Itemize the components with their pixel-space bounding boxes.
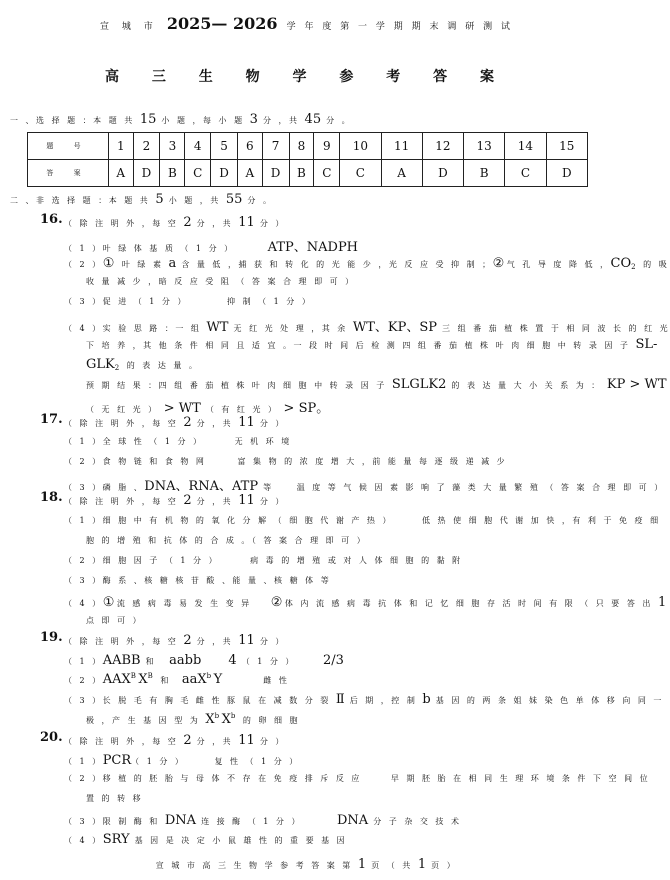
q18-part3: （ 3 ）酶 系 、核 糖 核 苷 酸 、能 量 、核 糖 体 等 — [64, 576, 332, 585]
co2-subscript: 2 — [631, 263, 639, 271]
q20-part3-answer: 分 子 杂 交 技 术 — [373, 817, 462, 826]
answer-cell: D — [211, 160, 238, 187]
section2-heading — [10, 192, 273, 207]
note-total: 11 — [238, 633, 255, 648]
answer-cell: D — [546, 160, 587, 187]
genotype: X — [138, 672, 148, 687]
footer-text: 宣 城 市 高 三 生 物 学 参 考 答 案 第 — [155, 861, 353, 870]
q19-part3-cont — [86, 712, 300, 727]
q19-number: 19. — [40, 630, 63, 645]
q17-part2-answer: 富 集 物 的 浓 度 增 大 ，前 能 量 每 逐 级 递 减 少 — [237, 457, 508, 466]
gene-name: SLGLK2 — [391, 377, 447, 392]
section1-text-e: 分 ，共 — [262, 116, 300, 125]
q16-part2-text: 叶 绿 素 — [121, 260, 164, 269]
q18-part4 — [64, 595, 666, 610]
q20-number: 20. — [40, 730, 63, 745]
q16-note — [64, 215, 286, 230]
q17-part1-text: （ 1 ）全 球 性 （ 1 分 ） — [64, 437, 204, 446]
answer-cell: A — [381, 160, 422, 187]
question-number-cell: 6 — [238, 133, 263, 160]
q20-part1-answer: 复 性 （ 1 分 ） — [214, 757, 300, 766]
q16-part4-text: 三 组 番 茄 植 株 置 于 相 同 波 长 的 红 光 — [442, 324, 670, 333]
answer-cell: B — [160, 160, 185, 187]
note-text: 分 ，共 — [196, 219, 234, 228]
q16-part4-text: 的 表 达 量 。 — [126, 361, 200, 370]
note-text: 分 ，共 — [196, 737, 234, 746]
q16-part4-text: 无 红 光 处 理 ，其 余 — [233, 324, 348, 333]
q20-note — [64, 733, 286, 748]
answer-cell: D — [133, 160, 160, 187]
note-points: 2 — [183, 215, 192, 230]
note-total: 11 — [238, 493, 255, 508]
q20-part2 — [64, 773, 650, 784]
q16-result-text: （ 无 红 光 ） — [86, 405, 159, 414]
page-title: 高 三 生 物 学 参 考 答 案 — [105, 69, 508, 85]
note-text: （ 除 注 明 外 ，每 空 — [64, 737, 179, 746]
q16-part3 — [64, 296, 312, 307]
q16-part2-text: 的 吸 — [643, 260, 670, 269]
question-number-cell: 5 — [211, 133, 238, 160]
q16-part3-text: （ 3 ）促 进 （ 1 分 ） — [64, 297, 188, 306]
part-label: （ 1 ） — [64, 657, 103, 666]
q16-result-text: 的 表 达 量 大 小 关 系 为 ： — [451, 381, 602, 390]
pcr-text: PCR — [102, 753, 132, 768]
section1-points-each: 3 — [249, 112, 258, 127]
question-number-cell: 12 — [422, 133, 463, 160]
question-number-cell: 7 — [262, 133, 289, 160]
header-rest: 学 年 度 第 一 学 期 期 末 调 研 测 试 — [286, 22, 513, 32]
q18-part4-cont: 点 即 可 ） — [86, 616, 144, 625]
dna-text: DNA — [164, 813, 197, 828]
roman-two: Ⅱ — [335, 692, 345, 707]
gene-subscript: 2 — [114, 364, 122, 372]
section1-text-g: 分 。 — [326, 116, 353, 125]
answer-cell: C — [314, 160, 340, 187]
note-text: 分 ） — [259, 737, 286, 746]
q16-result-rel: KP > WT — [606, 377, 667, 392]
section1-heading — [10, 112, 352, 127]
q16-groups: WT、KP、SP — [352, 320, 437, 335]
genotype: aabb — [169, 653, 202, 668]
q16-result-text: （ 有 红 光 ） — [205, 405, 279, 414]
q18-part2-text: （ 2 ）细 胞 因 子 （ 1 分 ） — [64, 556, 220, 565]
section1-total: 45 — [304, 112, 322, 127]
q18-part4-text: 体 内 流 感 病 毒 抗 体 和 记 忆 细 胞 存 活 时 间 有 限 （ 只 要 答 出 — [284, 599, 653, 608]
allele-sup: b — [206, 672, 214, 680]
answer-table-number-row — [28, 133, 588, 160]
exam-header — [0, 14, 613, 33]
circled-2: ② — [492, 256, 507, 271]
note-text: （ 除 注 明 外 ，每 空 — [64, 637, 179, 646]
note-text: 分 ） — [259, 497, 286, 506]
q19-ratio: 2/3 — [322, 653, 344, 668]
q18-part4-text: 流 感 病 毒 易 发 生 变 异 — [116, 599, 252, 608]
note-text: （ 除 注 明 外 ，每 空 — [64, 419, 179, 428]
genotype: aaX — [181, 672, 207, 687]
q18-note — [64, 493, 286, 508]
circled-1: ① — [102, 256, 117, 271]
note-total: 11 — [238, 733, 255, 748]
q17-note — [64, 415, 286, 430]
q19-part3-text: 极 ，产 生 基 因 型 为 — [86, 716, 201, 725]
q17-part3-answer: 温 度 等 气 候 因 素 影 响 了 藻 类 大 量 繁 殖 （ 答 案 合 理 即 可 ） — [296, 483, 665, 492]
question-number-cell: 11 — [381, 133, 422, 160]
q16-part4-text: 下 培 养 ，其 他 条 件 相 同 且 适 宜 。一 段 时 间 后 检 测 四 组 番 茄 植 株 叶 肉 细 胞 中 转 录 因 子 — [86, 341, 631, 350]
dna-text: DNA — [337, 813, 369, 828]
genotype: Y — [213, 672, 223, 687]
q20-part4 — [64, 832, 347, 847]
part-label: （ 1 ） — [64, 757, 103, 766]
q17-part3-text: （ 3 ）磷 脂 、 — [64, 483, 145, 492]
note-text: 分 ，共 — [196, 497, 234, 506]
note-text: 分 ） — [259, 637, 286, 646]
answer-cell: B — [289, 160, 314, 187]
circled-2: ② — [270, 595, 285, 610]
q20-part1 — [64, 753, 300, 768]
q18-part1-cont: 胞 的 增 殖 和 抗 体 的 合 成 。（ 答 案 合 理 即 可 ） — [86, 536, 368, 545]
answer-table-row2-label: 答 案 — [28, 160, 109, 187]
q19-part1 — [64, 653, 344, 668]
genotype: X — [221, 712, 231, 727]
q16-number: 16. — [40, 212, 63, 227]
q16-part1-answer: ATP、NADPH — [267, 240, 359, 255]
q17-part2 — [64, 456, 507, 467]
q18-part1-text: （ 1 ）细 胞 中 有 机 物 的 氧 化 分 解 （ 细 胞 代 谢 产 热 ） — [64, 516, 393, 525]
part-label: （ 2 ） — [64, 260, 103, 269]
q17-part1 — [64, 436, 292, 447]
note-points: 2 — [183, 633, 192, 648]
q19-part3-text: 基 因 的 两 条 姐 妹 染 色 单 体 移 向 同 一 — [435, 696, 664, 705]
q16-part2-text: 气 孔 导 度 降 低 ， — [506, 260, 611, 269]
note-total: 11 — [238, 215, 255, 230]
q16-result-rel: > WT — [163, 401, 201, 416]
q19-part2 — [64, 672, 289, 687]
q16-part4-result — [86, 377, 667, 392]
q20-part3 — [64, 813, 461, 828]
answer-cell: A — [238, 160, 263, 187]
q17-molecules: DNA、RNA、ATP — [144, 479, 259, 494]
question-number-cell: 1 — [109, 133, 134, 160]
answer-cell: C — [340, 160, 381, 187]
q16-part2-var: a — [168, 256, 177, 271]
genotype: AABB — [102, 653, 141, 668]
answer-cell: D — [422, 160, 463, 187]
note-total: 11 — [238, 415, 255, 430]
question-number-cell: 10 — [340, 133, 381, 160]
and-text: 和 — [145, 657, 157, 666]
circled-1: ① — [102, 595, 117, 610]
q16-part2-cont: 收 量 减 少 ，暗 反 应 受 阻 （ 答 案 合 理 即 可 ） — [86, 277, 356, 286]
allele-sup: B — [147, 672, 156, 680]
footer-text: 页 ） — [431, 861, 458, 870]
q20-part3-text: （ 3 ）限 制 酶 和 — [64, 817, 160, 826]
question-number-cell: 8 — [289, 133, 314, 160]
q16-part4-text: （ 4 ）实 验 思 路 ：一 组 — [64, 324, 202, 333]
q19-note — [64, 633, 286, 648]
question-number-cell: 2 — [133, 133, 160, 160]
q16-wt: WT — [206, 320, 229, 335]
q16-result-text: 预 期 结 果 ：四 组 番 茄 植 株 叶 肉 细 胞 中 转 录 因 子 — [86, 381, 387, 390]
q16-part2-text: 含 量 低 ，捕 获 和 转 化 的 光 能 少 ，光 反 应 受 抑 制 ； — [181, 260, 493, 269]
q16-part3-answer: 抑 制 （ 1 分 ） — [227, 297, 313, 306]
header-years: 2025— 2026 — [166, 14, 278, 33]
q17-part3-text: 等 — [263, 483, 274, 492]
note-points: 2 — [183, 415, 192, 430]
allele-sup: b — [230, 712, 238, 720]
note-text: 分 ，共 — [196, 419, 234, 428]
question-number-cell: 9 — [314, 133, 340, 160]
section2-text-e: 分 。 — [247, 196, 274, 205]
and-text: 和 — [160, 676, 171, 685]
answer-cell: B — [464, 160, 505, 187]
note-points: 2 — [183, 733, 192, 748]
q18-part2 — [64, 555, 463, 566]
footer-text: 页 （ 共 — [371, 861, 413, 870]
sry-text: SRY — [102, 832, 130, 847]
answer-cell: A — [109, 160, 134, 187]
q18-part1-answer: 低 热 使 细 胞 代 谢 加 快 ，有 利 于 免 疫 细 — [422, 516, 661, 525]
header-city: 宣 城 市 — [100, 22, 158, 32]
page-footer — [0, 857, 613, 872]
answer-table-row1-label: 题 号 — [28, 133, 109, 160]
q16-part4 — [64, 316, 670, 335]
q18-part1 — [64, 515, 661, 526]
q19-part3-text: （ 3 ）长 脱 毛 有 胸 毛 雌 性 豚 鼠 在 减 数 分 裂 — [64, 696, 331, 705]
footer-total: 1 — [417, 857, 427, 872]
q20-part3-text: 连 接 酶 （ 1 分 ） — [201, 817, 302, 826]
section2-text-c: 小 题 ，共 — [168, 196, 221, 205]
section1-text-c: 小 题 ，每 小 题 — [161, 116, 245, 125]
answer-table — [27, 132, 588, 187]
answer-table-answer-row — [28, 160, 588, 187]
q16-part2 — [64, 256, 669, 271]
q16-result-rel: > SP。 — [283, 401, 330, 416]
q16-part4-result2 — [86, 397, 329, 416]
q20-part2-answer: 早 期 胚 胎 在 相 同 生 理 环 境 条 件 下 空 间 位 — [390, 774, 651, 783]
genotype: AAX — [102, 672, 131, 687]
q17-number: 17. — [40, 412, 63, 427]
allele-b: b — [422, 692, 431, 707]
section2-count: 5 — [155, 192, 164, 207]
note-text: 分 ） — [259, 219, 286, 228]
q19-part3 — [64, 692, 664, 707]
points-note: （ 1 分 ） — [241, 657, 296, 666]
q16-part1-text: （ 1 ）叶 绿 体 基 质 （ 1 分 ） — [64, 244, 235, 253]
question-number-cell: 14 — [505, 133, 546, 160]
footer-page: 1 — [357, 857, 367, 872]
q17-part2-text: （ 2 ）食 物 链 和 食 物 网 — [64, 457, 207, 466]
gene-name-part: SL- — [635, 337, 658, 352]
q17-part3 — [64, 475, 665, 494]
answer-cell: D — [262, 160, 289, 187]
co2-text: CO — [610, 256, 632, 271]
points-note: （ 1 分 ） — [131, 757, 186, 766]
q19-count: 4 — [228, 653, 237, 668]
answer-cell: C — [185, 160, 211, 187]
q18-number: 18. — [40, 490, 63, 505]
q20-part2-cont: 置 的 转 移 — [86, 794, 144, 803]
part-label: （ 2 ） — [64, 676, 103, 685]
section1-count: 15 — [139, 112, 157, 127]
section2-text-a: 二 、非 选 择 题 ：本 题 共 — [10, 196, 151, 205]
part-label: （ 4 ） — [64, 836, 103, 845]
section2-total: 55 — [225, 192, 243, 207]
question-number-cell: 4 — [185, 133, 211, 160]
q16-part1 — [64, 236, 358, 255]
q18-one: 1 — [657, 595, 667, 610]
note-text: 分 ） — [259, 419, 286, 428]
q20-part2-text: （ 2 ）移 植 的 胚 胎 与 母 体 不 存 在 免 疫 排 斥 反 应 — [64, 774, 362, 783]
question-number-cell: 13 — [464, 133, 505, 160]
note-points: 2 — [183, 493, 192, 508]
q16-part4-line3 — [86, 357, 199, 372]
note-text: 分 ，共 — [196, 637, 234, 646]
allele-sup: B — [130, 672, 139, 680]
q16-part4-line2 — [86, 337, 657, 352]
part-label: （ 4 ） — [64, 599, 103, 608]
question-number-cell: 15 — [546, 133, 587, 160]
question-number-cell: 3 — [160, 133, 185, 160]
genotype: X — [205, 712, 215, 727]
q19-part3-text: 后 期 ，控 制 — [349, 696, 418, 705]
allele-sup: b — [214, 712, 222, 720]
gene-name-part: GLK — [86, 357, 115, 372]
q17-part1-answer: 无 机 环 境 — [234, 437, 292, 446]
section1-text-a: 一 、选 择 题 ：本 题 共 — [10, 116, 135, 125]
note-text: （ 除 注 明 外 ，每 空 — [64, 219, 179, 228]
q19-part3-text: 的 卵 细 胞 — [242, 716, 300, 725]
q20-part4-text: 基 因 是 决 定 小 鼠 雄 性 的 重 要 基 因 — [134, 836, 348, 845]
q19-sex: 雌 性 — [263, 676, 290, 685]
note-text: （ 除 注 明 外 ，每 空 — [64, 497, 179, 506]
answer-cell: C — [505, 160, 546, 187]
q18-part2-answer: 病 毒 的 增 殖 或 对 人 体 细 胞 的 黏 附 — [250, 556, 463, 565]
